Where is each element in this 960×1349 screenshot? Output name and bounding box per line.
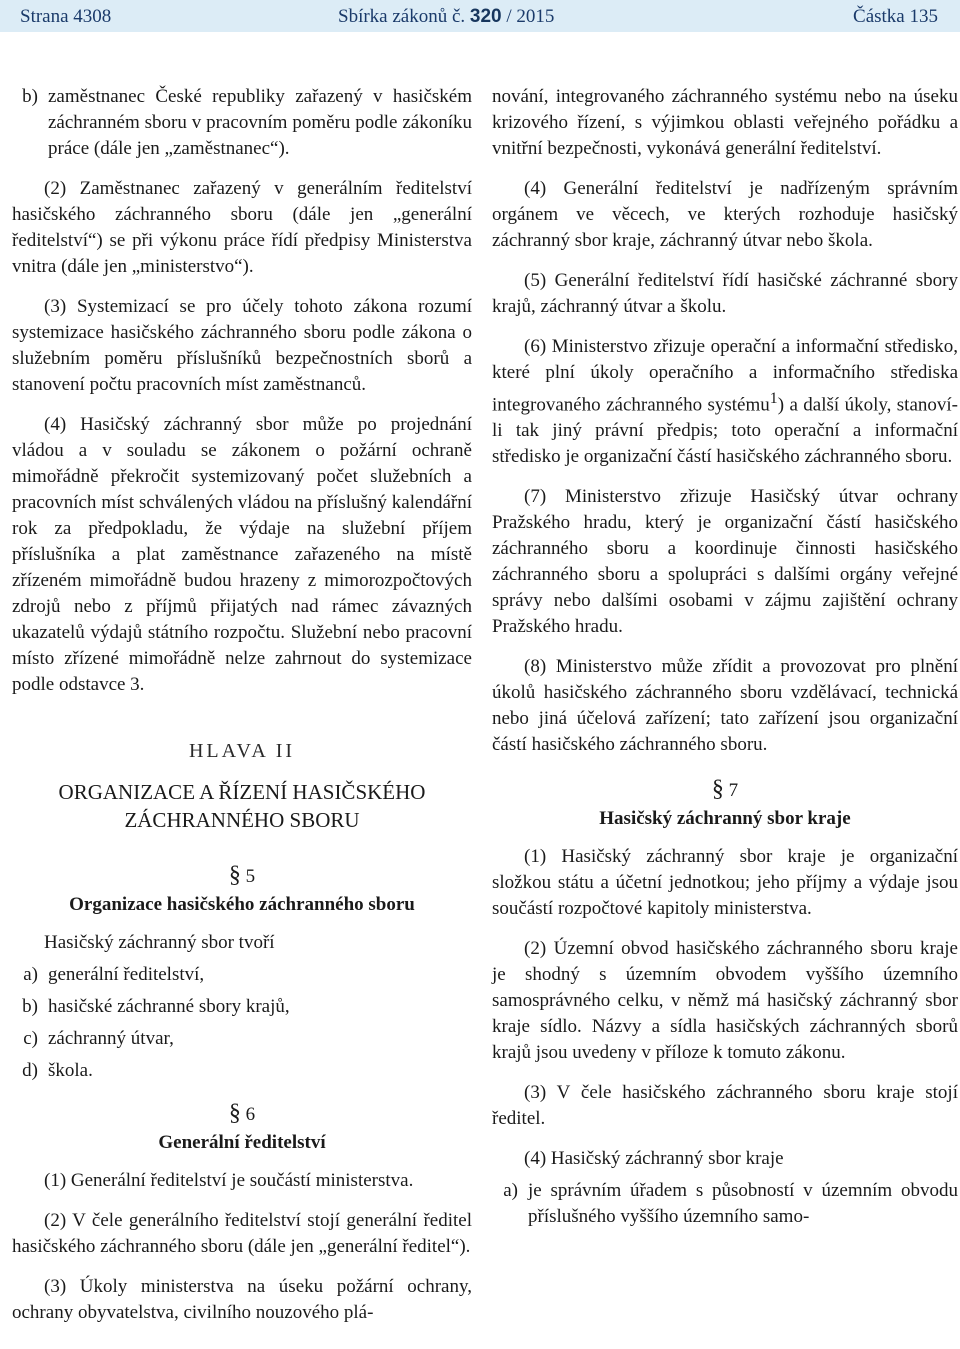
item-text: hasičské záchranné sbory krajů, xyxy=(48,996,290,1017)
page-number: Strana 4308 xyxy=(20,6,112,27)
issue-part: Částka 135 xyxy=(853,6,938,27)
item-text: je správním úřadem s působností v územním obvodu příslušného vyššího územního samo- xyxy=(528,1180,958,1228)
item-label: a) xyxy=(23,964,38,985)
paragraph: (2) Zaměstnanec zařazený v generálním ředitelství hasičského záchranného sboru (dále jen „generální ředitelství“) se při výkonu práce řídí předpisy Ministerstva vnitra (dále jen „ministerstvo“). xyxy=(12,178,472,277)
paragraph: (4) Hasičský záchranný sbor může po projednání vládou a v souladu se zákonem o požární ochraně mimořádně překročit systemizovaný počet služebních a pracovních míst schválených vládou na příslušný kalendářní rok za předpokladu, že výdaje na služební příjem příslušníka a plat zaměstnance zařazeného na místě zřízeném mimořádně budou hrazeny z mimorozpočtových zdrojů nebo z příjmů přijatých nad rámec závazných ukazatelů výdajů státního rozpočtu. Služební nebo pracovní místo zřízené mimořádně nelze zahrnout do systemizace podle odstavce 3. xyxy=(12,414,472,695)
footnote-ref: 1 xyxy=(769,390,778,407)
paragraph: (4) Hasičský záchranný sbor kraje xyxy=(524,1148,784,1170)
paragraph-text: (6) Ministerstvo zřizuje operační a informační středisko, které plní úkoly operačního a informačního střediska integrovaného záchranného systému xyxy=(492,336,958,416)
law-number: 320 xyxy=(469,6,502,27)
paragraph: (1) Generální ředitelství je součástí ministerstva. xyxy=(44,1170,414,1191)
list-item xyxy=(12,1026,472,1052)
paragraph: (3) Systemizací se pro účely tohoto zákona rozumí systemizace hasičského záchranného sboru podle zákona o služebním poměru příslušníků bezpečnostních sborů a stanovení počtu pracovních míst zaměstnanců. xyxy=(12,296,472,395)
paragraph: Hasičský záchranný sbor tvoří xyxy=(44,932,275,953)
right-column xyxy=(492,84,958,1236)
section-number xyxy=(12,1100,472,1128)
section-title: Organizace hasičského záchranného sboru xyxy=(69,894,415,915)
paragraph: (2) V čele generálního ředitelství stojí generální ředitel hasičského záchranného sboru (dále jen „generální ředitel“). xyxy=(12,1210,472,1257)
paragraph xyxy=(492,334,958,470)
paragraph: (4) Generální ředitelství je nadřízeným správním orgánem ve věcech, ve kterých rozhoduje hasičský záchranný sbor kraje, záchranný útvar nebo škola. xyxy=(492,178,958,251)
item-text: generální ředitelství, xyxy=(48,964,205,985)
list-item xyxy=(12,994,472,1020)
paragraph: (8) Ministerstvo může zřídit a provozovat pro plnění úkolů hasičského záchranného sboru vzdělávací, technická nebo jiná účelová zařízení; tato zařízení jsou organizační částí hasičského záchranného sboru. xyxy=(492,656,958,756)
paragraph: (7) Ministerstvo zřizuje Hasičský útvar ochrany Pražského hradu, který je organizační částí hasičského záchranného sboru a koordinuje činnosti hasičského záchranného sboru a spolupráci s dalšími orgány veřejné správy nebo dalšími osobami v zájmu zajištění ochrany Pražského hradu. xyxy=(492,486,958,638)
paragraph-text: ) a další úkoly, stanoví-li tak jiný právní předpis; toto operační a informační středisko je organizační částí hasičského záchranného sboru. xyxy=(492,394,958,468)
collection-label: Sbírka zákonů č. xyxy=(338,6,466,27)
item-text: škola. xyxy=(48,1060,93,1081)
item-text: záchranný útvar, xyxy=(48,1028,174,1049)
list-item xyxy=(12,84,472,162)
section-number-value: 7 xyxy=(728,780,739,802)
item-label: b) xyxy=(22,86,38,107)
chapter-title: ORGANIZACE A ŘÍZENÍ HASIČSKÉHO ZÁCHRANNÉHO SBORU xyxy=(58,780,426,832)
section-title: Generální ředitelství xyxy=(158,1132,326,1153)
section-number-value: 6 xyxy=(245,1104,256,1125)
paragraph: (3) Úkoly ministerstva na úseku požární ochrany, ochrany obyvatelstva, civilního nouzového plá- xyxy=(12,1276,472,1323)
list-item xyxy=(492,1178,958,1230)
left-column xyxy=(12,84,472,1340)
section-number-value: 5 xyxy=(245,866,256,887)
paragraph: (3) V čele hasičského záchranného sboru kraje stojí ředitel. xyxy=(492,1082,958,1130)
item-label: b) xyxy=(22,996,38,1017)
list-item xyxy=(12,1058,472,1084)
section-number xyxy=(12,862,472,890)
item-text: zaměstnanec České republiky zařazený v hasičském záchranném sboru v pracovním poměru podle zákoníku práce (dále jen „zaměstnanec“). xyxy=(48,86,472,159)
section-symbol: § xyxy=(711,776,724,803)
collection-title xyxy=(338,4,554,30)
page-header xyxy=(0,0,960,32)
section-symbol: § xyxy=(228,862,241,888)
chapter-heading: HLAVA II xyxy=(188,740,296,762)
item-label: a) xyxy=(503,1180,518,1202)
section-title: Hasičský záchranný sbor kraje xyxy=(599,808,851,830)
paragraph: nování, integrovaného záchranného systému nebo na úseku krizového řízení, s výjimkou oblasti veřejného pořádku a vnitřní bezpečnosti, vykonává generální ředitelství. xyxy=(492,86,958,159)
item-label: c) xyxy=(23,1028,38,1049)
paragraph: (2) Územní obvod hasičského záchranného sboru kraje je shodný s územním obvodem vyššího územního samosprávného celku, v němž má hasičský záchranný sbor kraje sídlo. Názvy a sídla hasičských záchranných sborů krajů jsou uvedeny v příloze k tomuto zákonu. xyxy=(492,938,958,1064)
item-label: d) xyxy=(22,1060,38,1081)
section-number xyxy=(492,776,958,804)
paragraph: (1) Hasičský záchranný sbor kraje je organizační složkou státu a účetní jednotkou; jeho příjmy a výdaje jsou součástí rozpočtové kapitoly ministerstva. xyxy=(492,846,958,920)
section-symbol: § xyxy=(228,1100,241,1126)
paragraph: (5) Generální ředitelství řídí hasičské záchranné sbory krajů, záchranný útvar a školu. xyxy=(492,270,958,317)
list-item xyxy=(12,962,472,988)
law-year: / 2015 xyxy=(501,6,555,27)
